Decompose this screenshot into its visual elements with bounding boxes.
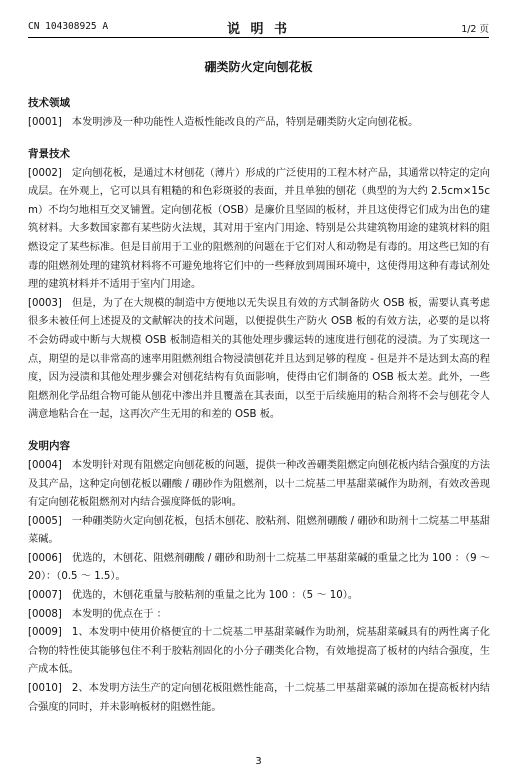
- paragraph-text: 2、本发明方法生产的定向刨花板阻燃性能高，十二烷基二甲基甜菜碱的添加在提高板材内结合强度的同时，并未影响板材的阻燃性能。: [28, 683, 490, 713]
- paragraph-number: [0006]: [28, 552, 62, 564]
- paragraph-number: [0008]: [28, 608, 62, 620]
- paragraph-0004: [28, 457, 490, 513]
- paragraph-0009: [28, 624, 490, 680]
- paragraph-0005: [28, 513, 490, 550]
- paragraph-0003: [28, 295, 490, 425]
- paragraph-number: [0005]: [28, 515, 62, 527]
- paragraph-0001: [28, 114, 490, 133]
- document-body: [28, 96, 490, 717]
- paragraph-number: [0001]: [28, 117, 62, 128]
- paragraph-text: 但是，为了在大规模的制造中方便地以无失误且有效的方式制备防火 OSB 板，需要认真考虑很多未被任何上述提及的文献解决的技术问题，以便提供生产防火 OSB 板的有效方法，必要的是以将不会妨碍或中断与大规模 OSB 板制造相关的其他处理步骤运转的速度进行刨花的浸渍。为了实现这一点，期望的是以非常高的速率用阻燃剂组合物浸渍刨花并且达到足够的程度 - 但是并不是达到太高的程度，因为浸渍和其他处理步骤会对刨花结构有负面影响，使得由它们制备的 OSB 板太差。此外，一些阻燃剂化学品组合物可能从刨花中渗出并且覆盖在其表面，以至于后续施用的粘合剂将不会与刨花令人满意地粘合在一起，这再次产生无用的和差的 OSB 板。: [28, 297, 490, 421]
- doc-number: CN 104308925 A: [28, 21, 109, 32]
- page-number: 3: [255, 756, 262, 767]
- paragraph-text: 定向刨花板，是通过木材刨花（薄片）形成的广泛使用的工程木材产品，其通常以特定的定向成层。在外观上，它可以具有粗糙的和色彩斑驳的表面，并且单独的刨花（典型的为大约 2.5cm×15cm）不均匀地相互交叉铺置。定向刨花板（OSB）是廉价且坚固的板材，并且这使得它们成为出色的建筑材料。大多数国家都有某些防火法规，其对用于室内门用途、特别是公共建筑物用途的建筑材料的阻燃设定了某些标准。但是目前用于工业的阻燃剂的问题在于它们对人和动物是有毒的。用这些已知的有毒的阻燃剂处理的建筑材料将不可避免地将它们中的一些释放到周围环境中，这使得用这种有毒试剂处理的建筑材料并不适用于室内门用途。: [28, 167, 490, 291]
- header-rule: [28, 37, 489, 38]
- paragraph-0002: [28, 165, 490, 295]
- paragraph-text: 本发明的优点在于 ：: [71, 608, 167, 620]
- paragraph-text: 优选的，木刨花重量与胶粘剂的重量之比为 100 ：（5 ～ 10）。: [71, 590, 359, 602]
- paragraph-0006: [28, 550, 490, 587]
- paragraph-text: 一种硼类防火定向刨花板，包括木刨花、胶粘剂、阻燃剂硼酸 / 硼砂和助剂十二烷基二甲基甜菜碱。: [28, 515, 490, 546]
- section-heading-summary: 发明内容: [28, 439, 70, 452]
- page-of: 1/2 页: [461, 24, 489, 35]
- paragraph-0010: [28, 680, 490, 717]
- page-header: [28, 18, 489, 36]
- paragraph-number: [0003]: [28, 297, 62, 309]
- paragraph-number: [0002]: [28, 167, 62, 179]
- paragraph-text: 优选的，木刨花、阻燃剂硼酸 / 硼砂和助剂十二烷基二甲基甜菜碱的重量之比为 100 ：（9 ～ 20）：（0.5 ～ 1.5）。: [28, 552, 490, 583]
- section-gap: [28, 425, 490, 439]
- paragraph-number: [0004]: [28, 459, 62, 471]
- doc-type: 说 明 书: [226, 22, 291, 37]
- paragraph-0007: [28, 587, 490, 606]
- section-gap: [28, 133, 490, 147]
- section-heading-field: 技术领域: [28, 97, 70, 109]
- paragraph-number: [0010]: [28, 683, 62, 695]
- paragraph-number: [0009]: [28, 627, 62, 639]
- page-title: 硼类防火定向刨花板: [204, 60, 313, 74]
- paragraph-number: [0007]: [28, 590, 62, 602]
- section-heading-background: 背景技术: [28, 147, 70, 160]
- paragraph-text: 本发明涉及一种功能性人造板性能改良的产品，特别是硼类防火定向刨花板。: [71, 117, 419, 128]
- paragraph-text: 1、本发明中使用价格便宜的十二烷基二甲基甜菜碱作为助剂，烷基甜菜碱具有的两性离子化合物的特性使其能够包住不利于胶粘剂固化的小分子硼类化合物，有效地提高了板材的内结合强度，生产成本低。: [28, 627, 490, 676]
- paragraph-0008: [28, 606, 490, 625]
- paragraph-text: 本发明针对现有阻燃定向刨花板的问题，提供一种改善硼类阻燃定向刨花板内结合强度的方法及其产品，这种定向刨花板以硼酸 / 硼砂作为阻燃剂，以十二烷基二甲基甜菜碱作为助剂，有效改善现有定向刨花板阻燃剂对内结合强度降低的影响。: [28, 459, 490, 509]
